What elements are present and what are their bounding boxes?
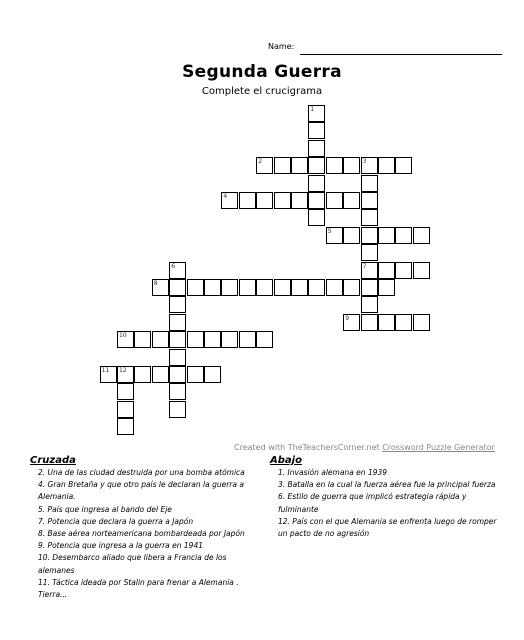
- grid-cell[interactable]: [152, 331, 169, 348]
- grid-cell[interactable]: [308, 209, 325, 226]
- grid-cell[interactable]: [308, 157, 325, 174]
- grid-cell[interactable]: [413, 314, 430, 331]
- grid-cell[interactable]: [326, 192, 343, 209]
- grid-cell[interactable]: [413, 227, 430, 244]
- grid-cell[interactable]: [343, 279, 360, 296]
- grid-cell[interactable]: [326, 157, 343, 174]
- credit-text: Created with TheTeachersCorner.net: [234, 443, 380, 452]
- grid-cell[interactable]: [291, 157, 308, 174]
- across-clue: 8. Base aérea norteamericana bombardeada por Japón: [38, 529, 245, 539]
- grid-cell[interactable]: [395, 157, 412, 174]
- grid-cell[interactable]: [169, 383, 186, 400]
- grid-cell[interactable]: [378, 227, 395, 244]
- grid-cell[interactable]: [134, 331, 151, 348]
- grid-cell[interactable]: [134, 366, 151, 383]
- across-clue: 2. Una de las ciudad destruida por una bomba atómica: [38, 468, 245, 477]
- grid-cell[interactable]: [361, 175, 378, 192]
- grid-cell[interactable]: [413, 262, 430, 279]
- clue-number: 12: [119, 367, 127, 374]
- grid-cell[interactable]: [169, 366, 186, 383]
- clue-number: 4: [223, 193, 228, 200]
- down-clue: 1. Invasión alemana en 1939: [278, 468, 388, 477]
- grid-cell[interactable]: [343, 192, 360, 209]
- grid-cell[interactable]: [152, 366, 169, 383]
- clue-number: 3: [362, 158, 367, 166]
- grid-cell[interactable]: [169, 279, 186, 296]
- name-field-line[interactable]: [300, 54, 502, 55]
- grid-cell[interactable]: [395, 227, 412, 244]
- across-clue: 4. Gran Bretaña y que otro país le declaran la guerra a Alemania.: [38, 480, 244, 502]
- grid-cell[interactable]: [361, 244, 378, 261]
- clue-number: 2: [258, 158, 263, 166]
- grid-cell[interactable]: [274, 192, 291, 209]
- grid-cell[interactable]: [395, 262, 412, 279]
- grid-cell[interactable]: [291, 192, 308, 209]
- grid-cell[interactable]: [395, 314, 412, 331]
- clue-number: 10: [119, 332, 127, 340]
- clue-number: 5: [327, 227, 332, 235]
- down-clue-list: [270, 467, 502, 540]
- across-clue: 10. Desembarco aliado que libera a Francia de los alemanes: [38, 553, 227, 575]
- grid-cell[interactable]: [169, 296, 186, 313]
- grid-cell[interactable]: [169, 314, 186, 331]
- across-clue: 5. País que ingresa al bando del Eje: [38, 504, 172, 514]
- down-clue: 12. País con el que Alemania se enfrenta luego de romper un pacto de no agresión: [278, 516, 497, 539]
- grid-cell[interactable]: [308, 122, 325, 139]
- clue-number: 7: [362, 262, 367, 270]
- down-heading: Abajo: [270, 455, 302, 466]
- grid-cell[interactable]: [204, 279, 221, 296]
- grid-cell[interactable]: [117, 418, 134, 435]
- grid-cell[interactable]: [274, 279, 291, 296]
- grid-cell[interactable]: [361, 209, 378, 226]
- grid-cell[interactable]: [274, 157, 291, 174]
- grid-cell[interactable]: [117, 401, 134, 418]
- grid-cell[interactable]: [169, 331, 186, 348]
- name-field-label: Name:: [268, 42, 295, 51]
- across-clue: 7. Potencia que declara la guerra a Japón: [38, 516, 194, 526]
- grid-cell[interactable]: [239, 331, 256, 348]
- grid-cell[interactable]: [221, 279, 238, 296]
- grid-cell[interactable]: [308, 175, 325, 192]
- across-heading: Cruzada: [30, 455, 76, 466]
- grid-cell[interactable]: [204, 331, 221, 348]
- grid-cell[interactable]: [361, 296, 378, 313]
- grid-cell[interactable]: [343, 227, 360, 244]
- grid-cell[interactable]: [204, 366, 221, 383]
- grid-cell[interactable]: [117, 383, 134, 400]
- grid-cell[interactable]: [378, 314, 395, 331]
- grid-cell[interactable]: [361, 314, 378, 331]
- grid-cell[interactable]: [378, 157, 395, 174]
- generator-link[interactable]: Crossword Puzzle Generator: [382, 443, 495, 452]
- grid-cell[interactable]: [361, 192, 378, 209]
- across-clue: 11. Táctica ideada por Stalin para frenar a Alemania . Tierra...: [38, 577, 239, 600]
- generator-credit: [234, 443, 495, 452]
- down-clue: 6. Estilo de guerra que implicó estrategia rápida y fulminante: [278, 492, 467, 514]
- grid-cell[interactable]: [256, 279, 273, 296]
- across-clue: 9. Potencia que ingresa a la guerra en 1941: [38, 541, 203, 551]
- grid-cell[interactable]: [326, 279, 343, 296]
- grid-cell[interactable]: [239, 192, 256, 209]
- grid-cell[interactable]: [308, 192, 325, 209]
- grid-cell[interactable]: [378, 262, 395, 279]
- grid-cell[interactable]: [256, 192, 273, 209]
- grid-cell[interactable]: [169, 349, 186, 366]
- grid-cell[interactable]: [308, 279, 325, 296]
- grid-cell[interactable]: [239, 279, 256, 296]
- grid-cell[interactable]: [291, 279, 308, 296]
- grid-cell[interactable]: [256, 331, 273, 348]
- grid-cell[interactable]: [361, 227, 378, 244]
- clue-number: 9: [345, 314, 350, 322]
- grid-cell[interactable]: [378, 279, 395, 296]
- grid-cell[interactable]: [169, 401, 186, 418]
- grid-cell[interactable]: [361, 279, 378, 296]
- clue-number: 1: [310, 106, 315, 113]
- grid-cell[interactable]: [187, 279, 204, 296]
- puzzle-title: Segunda Guerra: [182, 62, 342, 82]
- grid-cell[interactable]: [343, 157, 360, 174]
- clue-number: 6: [171, 262, 176, 270]
- clue-number: 11: [101, 367, 110, 374]
- grid-cell[interactable]: [308, 140, 325, 157]
- grid-cell[interactable]: [187, 366, 204, 383]
- grid-cell[interactable]: [221, 331, 238, 348]
- down-clue: 3. Batalla en la cual la fuerza aérea fue la principal fuerza: [278, 480, 496, 490]
- across-clue-list: [30, 467, 262, 601]
- grid-cell[interactable]: [187, 331, 204, 348]
- clue-number: 8: [153, 280, 158, 287]
- puzzle-subtitle: Complete el crucigrama: [201, 86, 323, 97]
